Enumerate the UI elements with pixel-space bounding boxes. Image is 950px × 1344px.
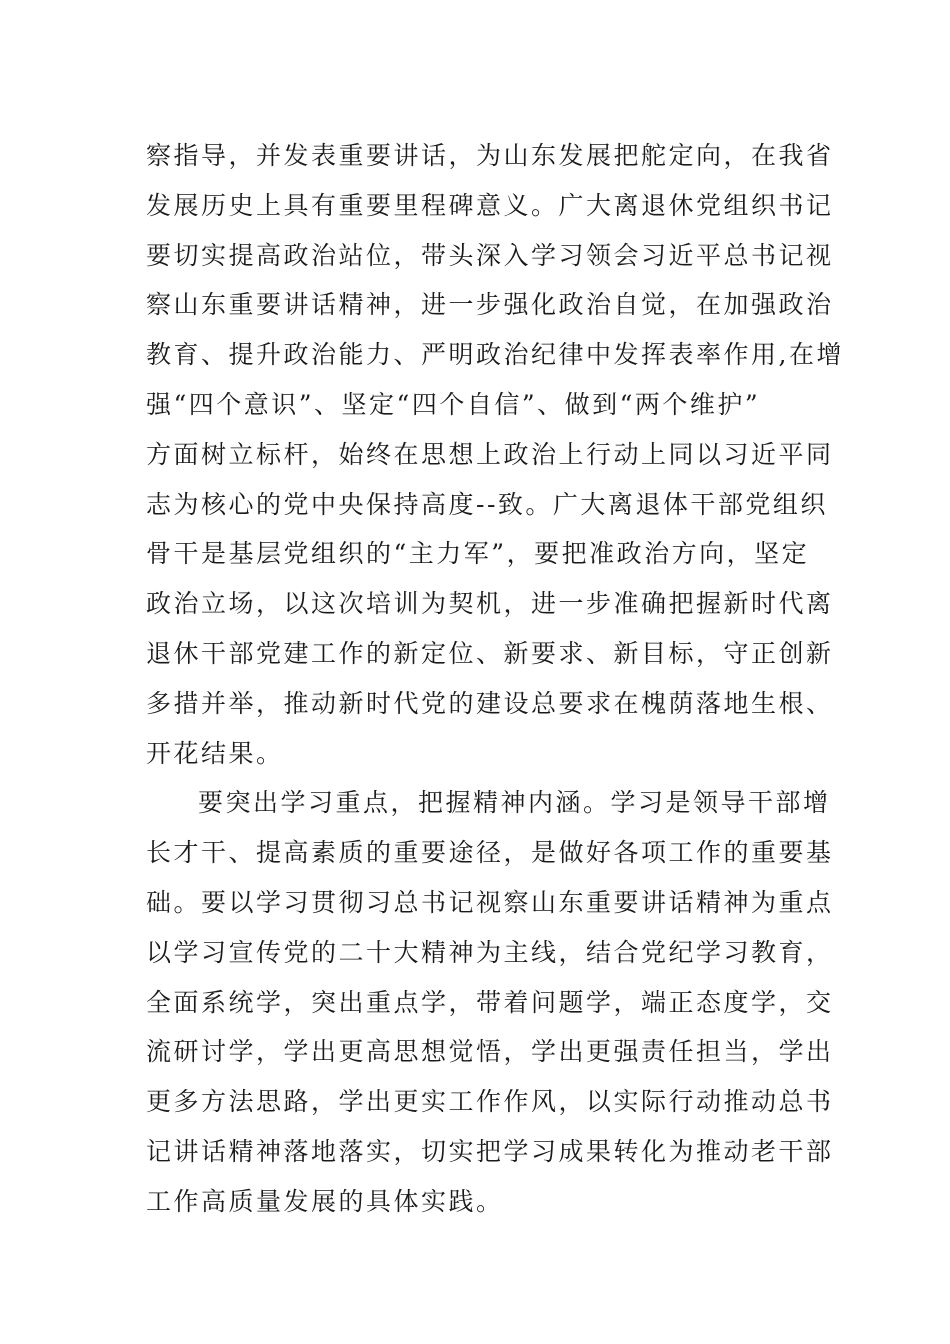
body-text <box>146 131 844 1227</box>
text-line: 方面树立标杆，始终在思想上政治上行动上同以习近平同 <box>146 439 834 469</box>
text-line: 骨干是基层党组织的“主力军”，要把准政治方向，坚定 <box>146 539 810 569</box>
text-line: 强“四个意识”、坚定“四个自信”、做到“两个维护” <box>146 389 761 419</box>
text-line: 础。要以学习贯彻习总书记视察山东重要讲话精神为重点 <box>146 887 834 917</box>
paragraph-first-line: 要突出学习重点，把握精神内涵。学习是领导干部增 <box>198 788 831 818</box>
text-line: 多措并举，推动新时代党的建设总要求在槐荫落地生根、 <box>146 688 834 718</box>
text-line: 以学习宣传党的二十大精神为主线，结合党纪学习教育， <box>146 937 834 967</box>
text-line: 开花结果。 <box>146 738 284 768</box>
text-line: 长才干、提高素质的重要途径，是做好各项工作的重要基 <box>146 838 834 868</box>
text-line: 志为核心的党中央保持高度--致。广大离退体干部党组织 <box>146 489 828 519</box>
text-line: 察指导，并发表重要讲话，为山东发展把舵定向，在我省 <box>146 141 834 170</box>
text-line: 教育、提升政治能力、严明政治纪律中发挥表率作用,在增 <box>146 340 844 370</box>
text-line: 流研讨学，学出更高思想觉悟，学出更强责任担当，学出 <box>146 1037 834 1067</box>
text-line: 记讲话精神落地落实，切实把学习成果转化为推动老干部 <box>146 1136 834 1166</box>
text-line: 全面系统学，突出重点学，带着问题学，端正态度学，交 <box>146 987 834 1017</box>
text-line: 工作高质量发展的具体实践。 <box>146 1186 504 1216</box>
text-line: 发展历史上具有重要里程碑意义。广大离退休党组织书记 <box>146 190 834 220</box>
text-line: 要切实提高政治站位，带头深入学习领会习近平总书记视 <box>146 240 834 270</box>
text-line: 察山东重要讲话精神，进一步强化政治自觉，在加强政治 <box>146 290 834 320</box>
text-line: 退休干部党建工作的新定位、新要求、新目标，守正创新 <box>146 638 834 668</box>
text-line: 更多方法思路，学出更实工作作风，以实际行动推动总书 <box>146 1087 834 1117</box>
text-line: 政治立场，以这次培训为契机，进一步准确把握新时代离 <box>146 589 834 619</box>
